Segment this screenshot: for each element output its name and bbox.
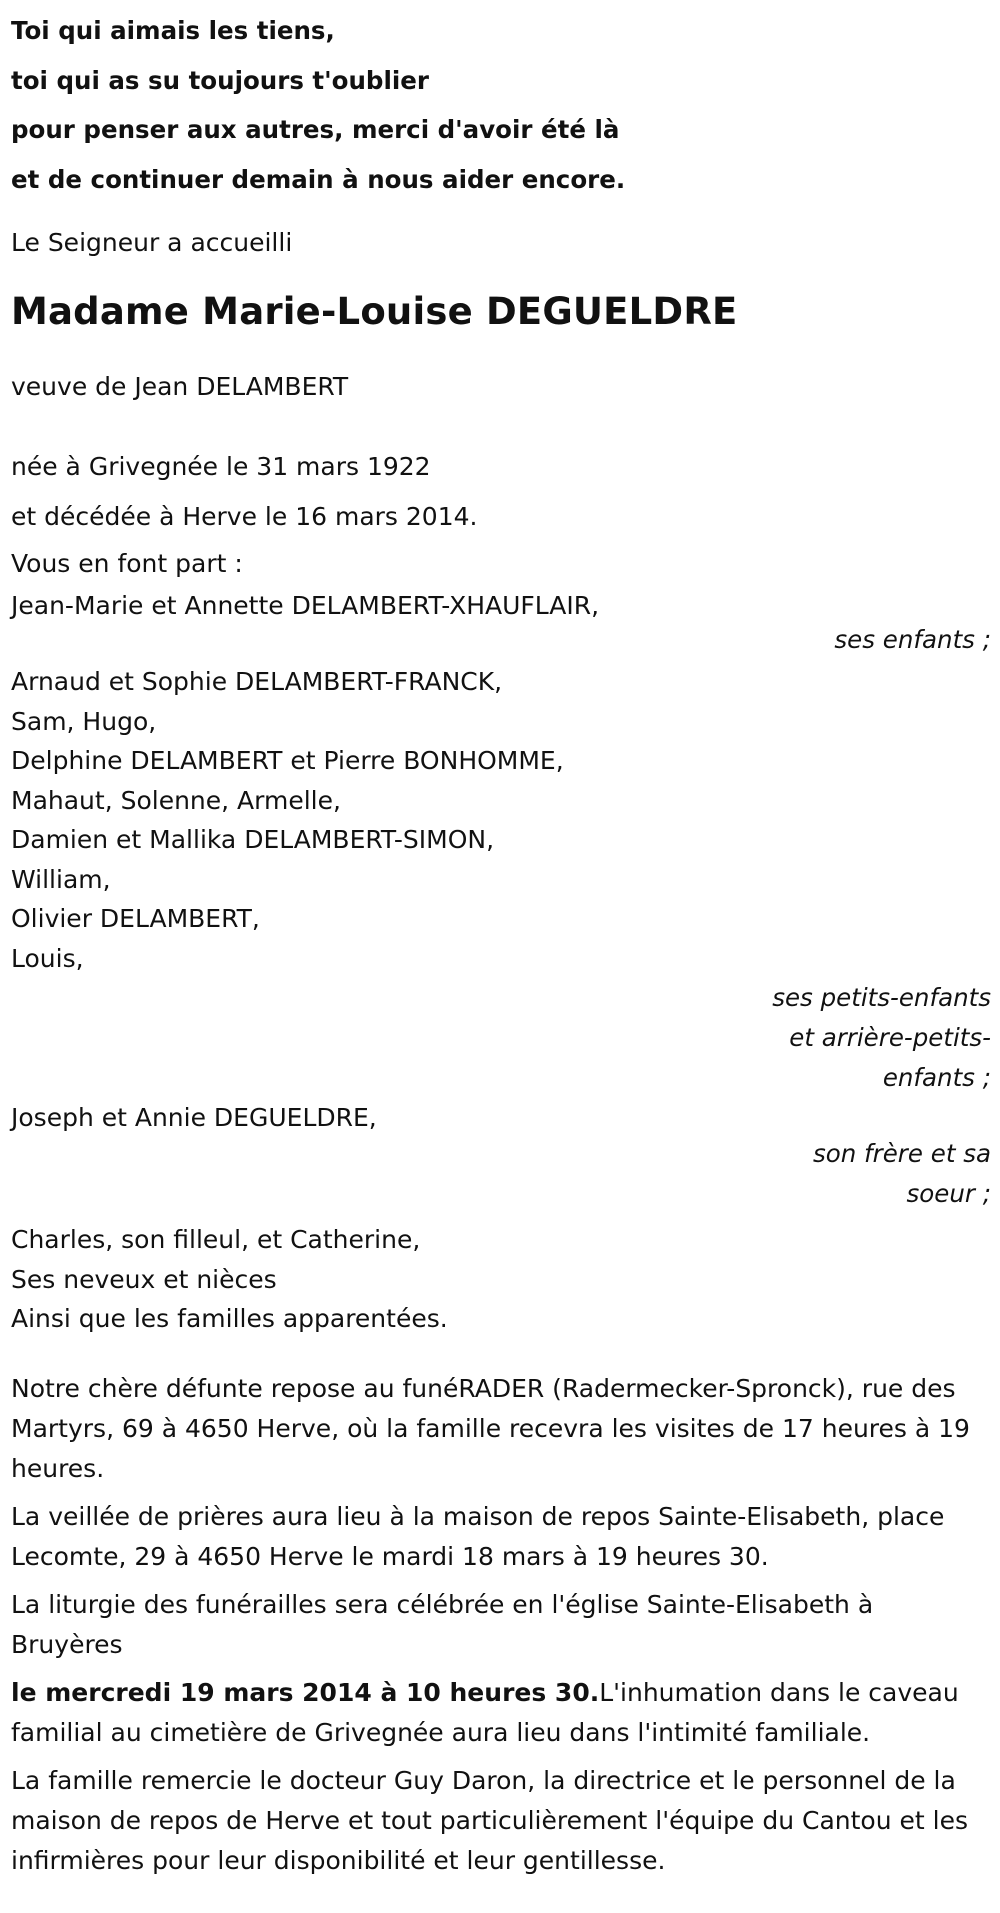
opening-poem xyxy=(11,6,991,204)
list-item: Arnaud et Sophie DELAMBERT-FRANCK, xyxy=(11,667,503,696)
vigil-info: La veillée de prières aura lieu à la maison de repos Sainte-Elisabeth, place Lecomte, 29 à 4650 Herve le mardi 18 mars à 19 heures 30. xyxy=(11,1501,945,1571)
poem-line: toi qui as su toujours t'oublier xyxy=(11,65,429,95)
siblings-group xyxy=(11,1098,991,1214)
funeral-date: le mercredi 19 mars 2014 à 10 heures 30. xyxy=(11,1677,600,1707)
list-item: Louis, xyxy=(11,943,84,973)
announce-label: Vous en font part : xyxy=(11,549,243,578)
obituary-document xyxy=(11,0,991,1881)
list-item: Damien et Mallika DELAMBERT-SIMON, xyxy=(11,825,495,854)
grandchildren-group xyxy=(11,662,991,1098)
list-item: Ainsi que les familles apparentées. xyxy=(11,1304,448,1333)
liturgy-info: La liturgie des funérailles sera célébrée en l'église Sainte-Elisabeth à Bruyères xyxy=(11,1589,874,1659)
intro-text: Le Seigneur a accueilli xyxy=(11,228,293,257)
death-info: et décédée à Herve le 16 mars 2014. xyxy=(11,502,478,531)
list-item: Charles, son filleul, et Catherine, xyxy=(11,1225,421,1254)
children-relation: ses enfants ; xyxy=(834,625,991,654)
list-item: William, xyxy=(11,864,111,894)
poem-line: pour penser aux autres, merci d'avoir été là xyxy=(11,115,620,144)
poem-line: Toi qui aimais les tiens, xyxy=(11,16,335,45)
other-relatives xyxy=(11,1220,991,1339)
list-item: Ses neveux et nièces xyxy=(11,1264,277,1294)
list-item: Olivier DELAMBERT, xyxy=(11,904,260,933)
funeral-details xyxy=(11,1673,991,1753)
children-names: Jean-Marie et Annette DELAMBERT-XHAUFLAIR, xyxy=(11,591,600,620)
deceased-name: Madame Marie-Louise DEGUELDRE xyxy=(11,290,738,333)
widow-of: veuve de Jean DELAMBERT xyxy=(11,372,349,401)
rest-info: Notre chère défunte repose au funéRADER (Radermecker-Spronck), rue des Martyrs, 69 à 4650 Herve, où la famille recevra les visites de 17 heures à 19 heures. xyxy=(11,1373,970,1483)
siblings-names: Joseph et Annie DEGUELDRE, xyxy=(11,1103,377,1132)
grandchildren-list xyxy=(11,662,991,978)
burial-info: L'inhumation dans le caveau familial au cimetière de Grivegnée aura lieu dans l'intimité familiale. xyxy=(11,1677,959,1747)
children-group xyxy=(11,586,991,660)
siblings-relation: son frère et sa soeur ; xyxy=(812,1139,991,1208)
list-item: Delphine DELAMBERT et Pierre BONHOMME, xyxy=(11,746,564,775)
poem-line: et de continuer demain à nous aider encore. xyxy=(11,164,626,194)
grandchildren-relation: ses petits-enfants et arrière-petits-enfants ; xyxy=(772,983,991,1092)
thanks-text: La famille remercie le docteur Guy Daron, la directrice et le personnel de la maison de repos de Herve et tout particulièrement l'équipe du Cantou et les infirmières pour leur disponibilité et leur gentillesse. xyxy=(11,1765,968,1875)
birth-info: née à Grivegnée le 31 mars 1922 xyxy=(11,452,431,481)
list-item: Mahaut, Solenne, Armelle, xyxy=(11,785,341,815)
list-item: Sam, Hugo, xyxy=(11,706,157,736)
